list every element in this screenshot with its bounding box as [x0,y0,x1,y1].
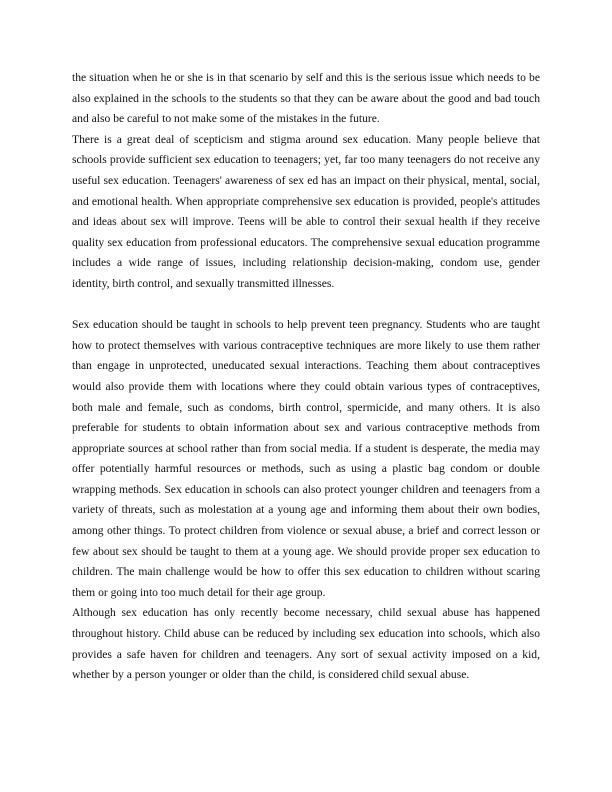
document-page [72,68,540,686]
paragraph-situation: the situation when he or she is in that scenario by self and this is the serious issue which needs to be also explained in the schools to the students so that they can be aware about the good and bad touch and also be careful to not make some of the mistakes in the future. [72,71,540,126]
paragraph-teen-pregnancy: Sex education should be taught in schools to help prevent teen pregnancy. Students who are taught how to protect themselves with various contraceptive techniques are more likely to use them rather than engage in unprotected, uneducated sexual interactions. Teaching them about contraceptives would also provide them with locations where they could obtain various types of contraceptives, both male and female, such as condoms, birth control, spermicide, and many others. It is also preferable for students to obtain information about sex and various contraceptive methods from appropriate sources at school rather than from social media. If a student is desperate, the media may offer potentially harmful resources or methods, such as using a plastic bag condom or double wrapping methods. Sex education in schools can also protect younger children and teenagers from a variety of threats, such as molestation at a young age and informing them about their own bodies, among other things. To protect children from violence or sexual abuse, a brief and correct lesson or few about sex should be taught to them at a young age. We should provide proper sex education to children. The main challenge would be how to offer this sex education to children without scaring them or going into too much detail for their age group. [72,318,540,599]
paragraph-spacer [72,295,540,316]
paragraph-child-abuse: Although sex education has only recently become necessary, child sexual abuse has happened throughout history. Child abuse can be reduced by including sex education into schools, which also provides a safe haven for children and teenagers. Any sort of sexual activity imposed on a kid, whether by a person younger or older than the child, is considered child sexual abuse. [72,606,540,682]
paragraph-scepticism: There is a great deal of scepticism and stigma around sex education. Many people believe that schools provide sufficient sex education to teenagers; yet, far too many teenagers do not receive any useful sex education. Teenagers' awareness of sex ed has an impact on their physical, mental, social, and emotional health. When appropriate comprehensive sex education is provided, people's attitudes and ideas about sex will improve. Teens will be able to control their sexual health if they receive quality sex education from professional educators. The comprehensive sexual education programme includes a wide range of issues, including relationship decision-making, condom use, gender identity, birth control, and sexually transmitted illnesses. [72,132,540,290]
